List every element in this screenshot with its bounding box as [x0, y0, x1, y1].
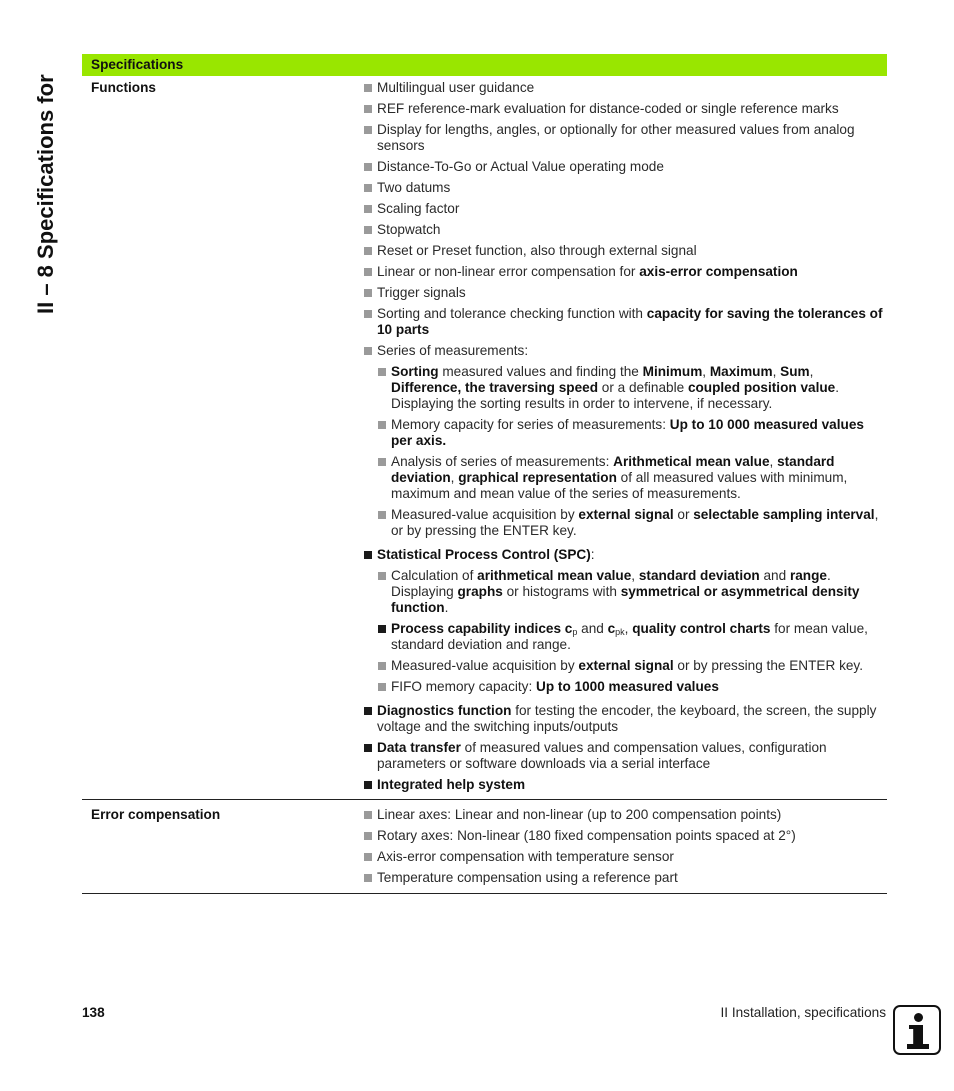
- functions-row: [82, 76, 887, 800]
- list-item: Data transfer of measured values and compensation values, configuration parameters or software downloads via a serial interface: [363, 740, 883, 772]
- chapter-title-text: II – 8 Specifications for: [33, 74, 58, 314]
- list-item: Scaling factor: [363, 201, 883, 217]
- list-item: Measured-value acquisition by external signal or selectable sampling interval, or by pressing the ENTER key.: [377, 507, 883, 539]
- list-item: Memory capacity for series of measurements: Up to 10 000 measured values per axis.: [377, 417, 883, 449]
- series-sublist: [377, 364, 883, 539]
- list-item: REF reference-mark evaluation for distance-coded or single reference marks: [363, 101, 883, 117]
- error-compensation-label: Error compensation: [91, 807, 221, 822]
- list-item: Axis-error compensation with temperature sensor: [363, 849, 883, 865]
- list-item: Multilingual user guidance: [363, 80, 883, 96]
- error-compensation-content: [363, 807, 883, 886]
- list-item: Stopwatch: [363, 222, 883, 238]
- functions-content: [363, 80, 883, 793]
- footer-section-title: II Installation, specifications: [720, 1005, 886, 1020]
- chapter-side-title: [18, 52, 58, 332]
- error-compensation-row: [82, 800, 887, 894]
- error-compensation-list: [363, 807, 883, 886]
- list-item: Process capability indices $c_p$ and $c_{pk}$, quality control charts for mean value, standard deviation and range.: [377, 621, 883, 653]
- functions-list: [363, 80, 883, 793]
- list-item: Integrated help system: [363, 777, 883, 793]
- list-item: Sorting measured values and finding the Minimum, Maximum, Sum, Difference, the traversing speed or a definable coupled position value. Displaying the sorting results in order to intervene, if necessary.: [377, 364, 883, 412]
- page-number: 138: [82, 1005, 105, 1020]
- list-item: Distance-To-Go or Actual Value operating mode: [363, 159, 883, 175]
- info-icon[interactable]: [893, 1005, 941, 1055]
- list-item: Linear axes: Linear and non-linear (up to 200 compensation points): [363, 807, 883, 823]
- list-item: Trigger signals: [363, 285, 883, 301]
- list-item: Two datums: [363, 180, 883, 196]
- list-item: Analysis of series of measurements: Arithmetical mean value, standard deviation, graphical representation of all measured values with minimum, maximum and mean value of the series of measurements.: [377, 454, 883, 502]
- list-item: Sorting and tolerance checking function with capacity for saving the tolerances of 10 parts: [363, 306, 883, 338]
- list-item: Calculation of arithmetical mean value, standard deviation and range. Displaying graphs or histograms with symmetrical or asymmetrical density function.: [377, 568, 883, 616]
- list-item: Rotary axes: Non-linear (180 fixed compensation points spaced at 2°): [363, 828, 883, 844]
- spc-item: Statistical Process Control (SPC): Calculation of arithmetical mean value, standard deviation and range. Displaying graphs or histograms with symmetrical or asymmetrical density function. Process capability indices $c_p$ and $c_{pk}$, quality control charts for mean value, standard deviation and range. Measured-value acquisition by external signal or by pressing the ENTER key. FIFO memory capacity: Up to 1000 measured values: [363, 547, 883, 695]
- specifications-table: [82, 54, 887, 894]
- series-of-measurements-item: Series of measurements: Sorting measured values and finding the Minimum, Maximum, Sum, Difference, the traversing speed or a definable coupled position value. Displaying the sorting results in order to intervene, if necessary. Memory capacity for series of measurements: Up to 10 000 measured values per axis. Analysis of series of measurements: Arithmetical mean value, standard deviation, graphical representation of all measured values with minimum, maximum and mean value of the series of measurements. Measured-value acquisition by external signal or selectable sampling interval, or by pressing the ENTER key.: [363, 343, 883, 539]
- functions-label: Functions: [91, 80, 156, 95]
- list-item: Temperature compensation using a reference part: [363, 870, 883, 886]
- list-item: Display for lengths, angles, or optionally for other measured values from analog sensors: [363, 122, 883, 154]
- spc-sublist: [377, 568, 883, 695]
- list-item: FIFO memory capacity: Up to 1000 measured values: [377, 679, 883, 695]
- table-header: Specifications: [82, 54, 887, 76]
- list-item: Linear or non-linear error compensation for axis-error compensation: [363, 264, 883, 280]
- list-item: Reset or Preset function, also through external signal: [363, 243, 883, 259]
- list-item: Diagnostics function for testing the encoder, the keyboard, the screen, the supply voltage and the switching inputs/outputs: [363, 703, 883, 735]
- list-item: Measured-value acquisition by external signal or by pressing the ENTER key.: [377, 658, 883, 674]
